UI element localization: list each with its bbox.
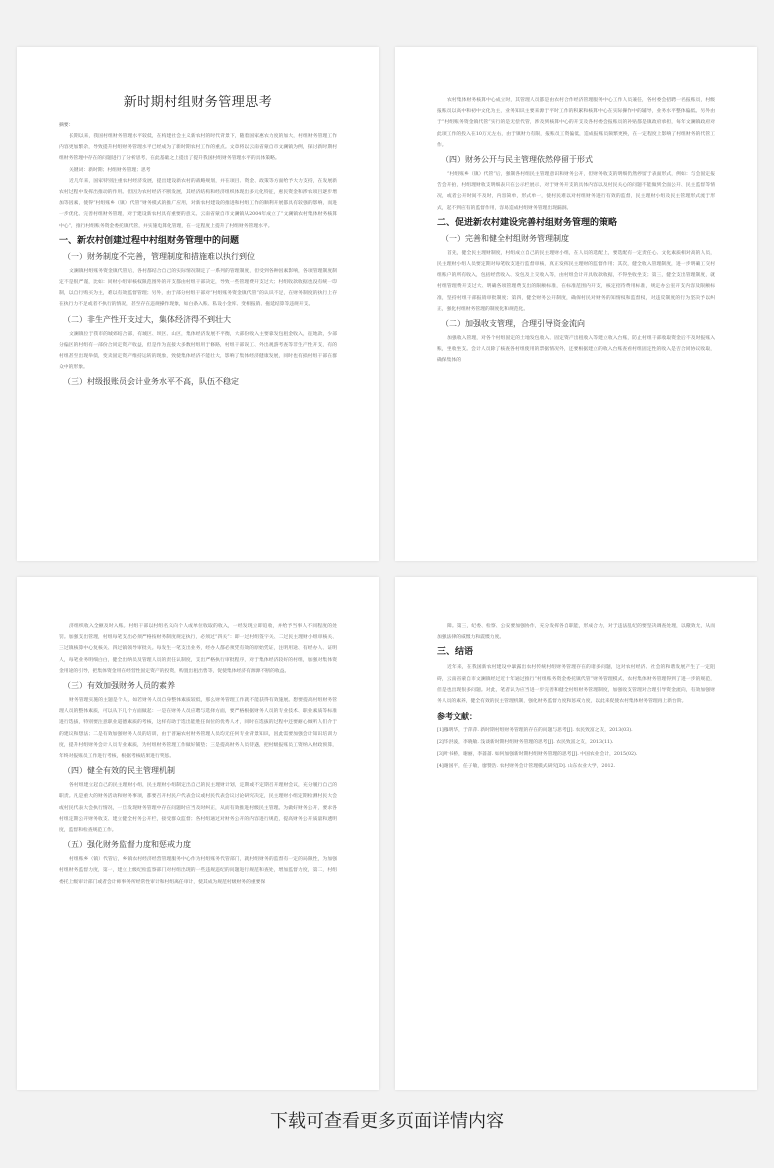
section-heading: 三、结语	[437, 647, 474, 658]
section-heading: 二、促进新农村建设完善村组财务管理的策略	[437, 217, 618, 228]
subsection-heading: （三）村级报账员会计业务水平不高，队伍不稳定	[63, 377, 239, 387]
keywords: 关键词：新时期；村组财务管理；思考	[69, 167, 151, 173]
references-heading: 参考文献：	[437, 711, 477, 722]
abstract-label: 摘要：	[59, 123, 74, 128]
subsection-heading: （三）有效加强财务人员的素养	[63, 681, 175, 691]
subsection-heading: （二）加强收支管理，合理引导资金流向	[441, 319, 585, 329]
abstract-text: 长期以来，我国村组财务管理水平较低，在构建社会主义新农村的时代背景下，随着国家惠农力度的加大，村组财务管理工作内容更加繁杂，导致提升村组财务管理水平已经成为了新时期农村工作的重点。文章将以云南省蒙自市文澜镇为例，探讨新时期村组财务管理中存在的问题进行了分析思考，在此基础之上提出了提升我国村组财务管理水平的具体策略。	[59, 134, 337, 162]
body-paragraph: 文澜镇村组账务资金镇代管后，各村都结合自己的实际情况制定了一系列的管理制度，但受到各种因素影响，各项管理制度制定不是很严谨，比如：同财小组审核权限范围外的开支都由村组干部决定，导致一些管理费开支过大；村组收款收据也没有统一印制，以自行购买为主，难以有效监督管理；另外，由于部分村组干部对“村组账务资金镇代管”的认识不足，在财务制度的执行上存在执行力不足或者不执行的情况，甚至存在违规操作现象，如白条入账、私设小金库、变相报销、拖延结算等违规开支。	[59, 268, 337, 308]
body-paragraph: 各村组建立起自己的民主理财小组，民主理财小组制定出自己的民主理财计划，定期或不定期召开理财会议，充分履行自己的职责。凡是重大的财务活动和财务事项，都要召开村民户代表会议或村民代表会议讨论研究决定，民主理财小组定期检测村民大会或村民代表大会执行情况，一旦发现财务管理中存在问题时应当及时纠正，从而有效推进村级民主管理。为做好财务公开，要求各村组定期公开财务收支、建立健全村务公开栏，接受群众监督；各村组通过对财务公开的内容进行规范，提高财务公开质量和透明度，监督和检查规范工作。	[59, 783, 337, 834]
body-paragraph: 村组账乡（镇）代管后，乡镇农村经济经营管理服务中心作为村组账务代管部门，就村组财务的监督有一定的局限性，为加强村组财务监督力度，第一，建立上级纪检监察部门对村组出现的一些违规违纪的问题进行规范和查处，增加监督力度，第二，村组委托上级审计部门或者会计师事务所经常性审计和村组离任审计，使其成为规范村级财务的重要保	[59, 857, 337, 885]
body-paragraph: “村组账乡（镇）代管”后，强制各村组民主管理意识和财务公开，但财务收支的明细仍然停留于表面形式，例如：与会固定报告会开拍，村组理财收支明细表只在公示栏展示，对于财务开支的具体内容以及村民关心的问题不能做到全面公开、民主监督等情况，或者公开时间不及时，内容简单，形式单一，使村民难以对村组财务进行有效的监督，民主理财小组及民主管理形式流于形式，起不到应有的监督作用，容易造成村组财务管理出现漏洞。	[437, 172, 715, 211]
section-heading: 一、新农村创建过程中村组财务管理中的问题	[59, 235, 240, 246]
body-paragraph: 首先，健全民主理财制度，村组成立自己的民主理财小组，在人员的选配上，要选配有一定责任心、文化素质相对高的人员，民主理财小组人员要定期对每笔收支进行监督审核，真正发挥民主理财的监督作用；其次，健全收入管理制度，进一步明确工交村组账户的所有收入，包括经营收入、发包及上交收入等，由村组会计开具收款收据，不得坐收坐支；第三，健全支出管理制度，就村组管理费开支过大、明确各项管理费支出的限额标准，在标准范围内开支，核定招待费用标准，规定办公室开支内容及限额标准，坚持村组干部报销审批制度；第四，健全财务公开制度，确保村民对财务的知情权和监督权，对违反制度的行为坚决予以纠正，强化村组财务管理的制度化和规范化。	[437, 250, 715, 312]
body-paragraph: 农村集体财务核算中心成立时，其管理人员都是由农村合作经济管理服务中心工作人员兼任，各村委会招聘一名报账员，村级报账员以高中和初中文化为主，业务知识主要来源于平时工作的积累和核算中心在实际操作中的辅导，业务水平整体偏低。另外由于“村组账务资金镇代管”实行的是无偿代管，涉及到核算中心的开支及各村委会报账员的补贴都是镇政府承担，每年文澜镇政府对此项工作的投入在10万元左右，由于镇财力有限，报账员工资偏低，造成报账员频繁更换，在一定程度上影响了村组财务的代管工作。	[437, 98, 715, 148]
body-paragraph: 文澜镇位于我市的城郊结合部，有城区、坝区、山区，集体经济发展不平衡，大部份收入主要靠发包租金收入，征地款，少部分偏区的村组有一部份合同定资产收益，但是作为直接大多数村组用于修路，村组干部误工、外出观游考查等非生产性开支，有的村组甚至出现举债，变卖固定资产维持运转的现象，致使集体经济不能壮大，影响了集体经济健康发展，同时也有损村组干部在群众中的形象。	[59, 331, 337, 371]
subsection-heading: （一）财务制度不完善，管理制度和措施难以执行到位	[63, 251, 255, 261]
body-paragraph: 济组织收入全额及时入账。村组干部以村组名义向个人或单位收取的收入，一经发现立即追收，并给予当事人不同程度的处罚。加强支出管理，村组每笔支出必须严格按财务制度规定执行，必须过“四关”：即一过村组签字关、二过民主理财小组审核关、三过镇核算中心复核关、四过镇领导审批关。每发生一笔支出业务，经办人都必须凭有效的原始凭证，注明用途、有经办人、证明人，每笔业务明细白白，健全出纳员及管理人员的责任认制度，支出严格执行审批程序，对于集体经济较好的村组，加强对集体资金用途的引导，把集体资金用在经营性固定资产的投资，购置出租出售等，促使集体经济有源源不断的收益。	[59, 624, 337, 674]
body-paragraph: 近年来，在我国新农村建设中暴露出农村传统村组财务管理存在的诸多问题，这对农村经济、社会的和谐发展产生了一定阻碍，云南省蒙自市文澜镇经过近十年通过推行“村组账务资金委托镇代管”财务管理模式，农村集体财务管理得到了进一步的规范，但是也出现很多问题。对此，笔者认为应当进一步完善和健全村组财务管理制度，加强收支管理对合理引导资金流向，有效加强财务人员的素养，健全有效的民主管理机制，强化财务监督力度和惩戒力度，以此来促使农村集体财务管理再上新台阶。	[437, 665, 715, 705]
reference-item: [4]谢国平，任子敏，廖赞浩. 农村财务会计管理模式研究[D]. 山东农业大学，2012.	[437, 764, 616, 770]
document-page-1	[17, 47, 379, 561]
subsection-heading: （二）非生产性开支过大，集体经济得不到壮大	[63, 314, 231, 324]
document-title: 新时期村组财务管理思考	[123, 95, 273, 110]
reference-item: [1]穆明华，于萍萍. 新时期村组财务管理的存在的问题与思考[J]. 农民致富之友，2013(03).	[437, 728, 633, 734]
reference-item: [2]毕洪波，李晓敏. 浅谈新时期村组财务管理的思考[J]. 农民致富之友，2013(11).	[437, 740, 614, 746]
document-page-4	[395, 577, 757, 1090]
body-paragraph: 障。第三，纪委、检察、公安要加强协作，充分发挥各自职能，形成合力，对于违法乱纪的要坚决调查处理，以儆效尤，从而加强法律的威慑力和震慑力度。	[437, 624, 715, 641]
document-page-3	[17, 577, 379, 1090]
body-paragraph: 加强收入管理，对各个村组固定的土地发包收入、固定资产出租收入等建立收入台账，防止村组干部收取资金后不及时报账入账，坐收坐支。会计人员除了核查各村组使用的票据情况外，还要根据建立的收入台账查看村组固定性的收入是否合同协议收取，确保集体的	[437, 336, 715, 364]
subsection-heading: （四）财务公开与民主管理依然停留于形式	[441, 155, 593, 165]
reference-item: [3]叶书桥，谢丽，李蔷蔷. 如何加强新时期村组财务管理的思考[J]. 中国农业会计，2015(02).	[437, 752, 638, 758]
subsection-heading: （五）强化财务监督力度和惩戒力度	[63, 840, 191, 850]
intro-paragraph: 近几年来，国家特别注重农村经济发展，提出建设新农村的战略规划，并在项目、资金、政策等方面给予大力支持，在发展新农村过程中发挥出推动的作用。但因为农村经济不断发展，其经济结构和经济组织体现出多元化特征，惠民资金和涉农项目逐步增加等因素，使得“村组账乡（镇）代管”财务模式的推广应用，对新农村建设的推进和村组工作的顺利开展都具有较强的影响，而进一步优化、完善村组财务管理，对于建设新农村具有重要的意义。云南省蒙自市文澜镇从2004年成立了“文澜镇农村集体财务核算中心”，推行村组账务资金委托镇代管，并实施电算化管理，在一定程度上提升了村组财务管理水平。	[59, 178, 337, 229]
document-page-2	[395, 47, 757, 561]
subsection-heading: （一）完善和健全村组财务管理制度	[441, 233, 569, 243]
subsection-heading: （四）健全有效的民主管理机制	[63, 766, 175, 776]
download-more-link[interactable]: 下载可查看更多页面详情内容	[270, 1111, 504, 1132]
body-paragraph: 财务管理实施的主题是个人，如若财务人员自身整体素质较低，那么财务管理工作就不能获得有效施展。想要提高村组财务管理人员的整体素质，可以从下几个方面做起：一是在财务人员应聘与选择方面，要严格根据财务人员的专业技术、职业素质等标准进行选拔，特别要注意职业道德素质的考核，这样有助于选出能胜任岗位的优秀人才，同时在选拔的过程中还要耐心倾听人们介于的建议和想法；二是有效加强财务人员的培训，由于普遍农村财务管理人员均无任何专业背景知识，因此需要加强会计知识培训力度，提升村组财务会计人员专业素质，为村组财务管理工作做好铺垫；三是提高财务人员待遇，把村级报账员工资纳入财政预算，年终对报账员工作进行考核，根据考核结果进行奖惩。	[59, 698, 337, 760]
